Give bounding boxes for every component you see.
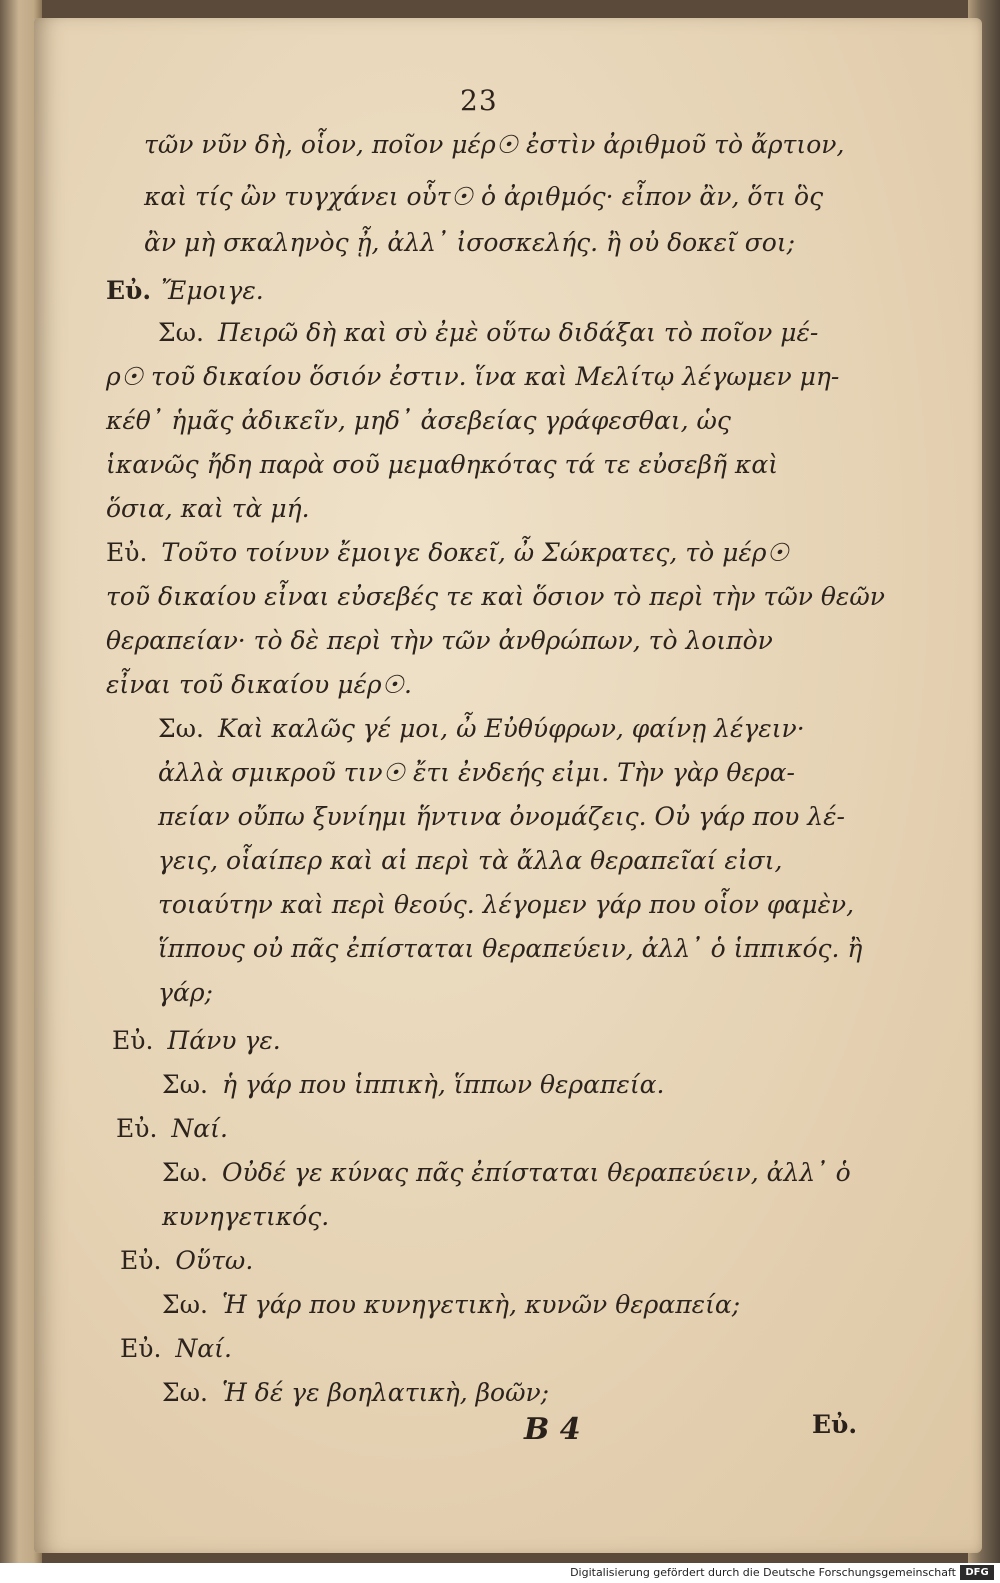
book-page xyxy=(34,18,982,1553)
speaker-label: Σω. xyxy=(162,1378,209,1407)
text-line: Σω. ἡ γάρ που ἱππικὴ, ἵππων θεραπεία. xyxy=(162,1070,665,1099)
speaker-label: Εὐ. xyxy=(116,1114,158,1143)
text-line: Σω. Καὶ καλῶς γέ μοι, ὦ Εὐθύφρων, φαίνῃ λέγειν· xyxy=(158,714,805,743)
text-line: εἶναι τοῦ δικαίου μέρ☉. xyxy=(106,670,412,699)
speaker-label: Σω. xyxy=(162,1158,209,1187)
footer-credit: Digitalisierung gefördert durch die Deutsche Forschungsgemeinschaft xyxy=(570,1566,956,1579)
text-line: ἵππους οὐ πᾶς ἐπίσταται θεραπεύειν, ἀλλ᾽ ὁ ἱππικός. ἢ xyxy=(158,934,863,963)
speaker-label: Σω. xyxy=(162,1070,209,1099)
text-line: Σω. Οὐδέ γε κύνας πᾶς ἐπίσταται θεραπεύειν, ἀλλ᾽ ὁ xyxy=(162,1158,851,1187)
speaker-label: Εὐ. xyxy=(106,276,152,305)
signature-mark: B 4 xyxy=(524,1412,581,1447)
text-line: ρ☉ τοῦ δικαίου ὅσιόν ἐστιν. ἵνα καὶ Μελίτῳ λέγωμεν μη- xyxy=(106,362,840,391)
text-line: Εὐ. Τοῦτο τοίνυν ἔμοιγε δοκεῖ, ὦ Σώκρατες, τὸ μέρ☉ xyxy=(106,538,789,567)
text-line: κυνηγετικός. xyxy=(162,1202,330,1231)
text-line: Σω. Ἡ γάρ που κυνηγετικὴ, κυνῶν θεραπεία; xyxy=(162,1290,741,1319)
text-line: καὶ τίς ὢν τυγχάνει οὗτ☉ ὁ ἀριθμός· εἶπον ἂν, ὅτι ὃς xyxy=(144,182,824,211)
catchword: Εὐ. xyxy=(812,1410,858,1439)
text-line: Εὐ. Ναί. xyxy=(116,1114,228,1143)
text-line: τῶν νῦν δὴ, οἷον, ποῖον μέρ☉ ἐστὶν ἀριθμοῦ τὸ ἄρτιον, xyxy=(144,130,845,159)
speaker-label: Εὐ. xyxy=(106,538,148,567)
speaker-label: Εὐ. xyxy=(120,1334,162,1363)
speaker-label: Εὐ. xyxy=(120,1246,162,1275)
text-line: Σω. Πειρῶ δὴ καὶ σὺ ἐμὲ οὕτω διδάξαι τὸ ποῖον μέ- xyxy=(158,318,819,347)
text-line: γεις, οἷαίπερ καὶ αἱ περὶ τὰ ἄλλα θεραπεῖαί εἰσι, xyxy=(158,846,783,875)
text-line: γάρ; xyxy=(158,978,213,1007)
text-line: τοῦ δικαίου εἶναι εὐσεβές τε καὶ ὅσιον τὸ περὶ τὴν τῶν θεῶν xyxy=(106,582,885,611)
digitization-footer xyxy=(0,1563,1000,1583)
text-line: ἂν μὴ σκαληνὸς ᾖ, ἀλλ᾽ ἰσοσκελής. ἢ οὐ δοκεῖ σοι; xyxy=(144,228,796,257)
page-number: 23 xyxy=(460,84,498,117)
text-line: θεραπείαν· τὸ δὲ περὶ τὴν τῶν ἀνθρώπων, τὸ λοιπὸν xyxy=(106,626,773,655)
text-line: ὅσια, καὶ τὰ μή. xyxy=(106,494,310,523)
dfg-logo: DFG xyxy=(960,1565,994,1580)
speaker-label: Σω. xyxy=(158,318,205,347)
page-text xyxy=(34,18,982,1553)
speaker-label: Σω. xyxy=(158,714,205,743)
text-line: Εὐ. Πάνυ γε. xyxy=(112,1026,281,1055)
text-line: ἀλλὰ σμικροῦ τιν☉ ἔτι ἐνδεής εἰμι. Τὴν γὰρ θερα- xyxy=(158,758,795,787)
text-line: τοιαύτην καὶ περὶ θεούς. λέγομεν γάρ που οἷον φαμὲν, xyxy=(158,890,855,919)
speaker-label: Εὐ. xyxy=(112,1026,154,1055)
text-line: ἱκανῶς ἤδη παρὰ σοῦ μεμαθηκότας τά τε εὐσεβῆ καὶ xyxy=(106,450,778,479)
text-line: Σω. Ἡ δέ γε βοηλατικὴ, βοῶν; xyxy=(162,1378,550,1407)
text-line: πείαν οὔπω ξυνίημι ἥντινα ὀνομάζεις. Οὐ γάρ που λέ- xyxy=(158,802,845,831)
text-line: Εὐ. Οὕτω. xyxy=(120,1246,254,1275)
text-line: Εὐ. Ναί. xyxy=(120,1334,232,1363)
text-line: κέθ᾽ ἡμᾶς ἀδικεῖν, μηδ᾽ ἀσεβείας γράφεσθαι, ὡς xyxy=(106,406,731,435)
speaker-label: Σω. xyxy=(162,1290,209,1319)
text-line: Εὐ. Ἔμοιγε. xyxy=(106,276,264,305)
